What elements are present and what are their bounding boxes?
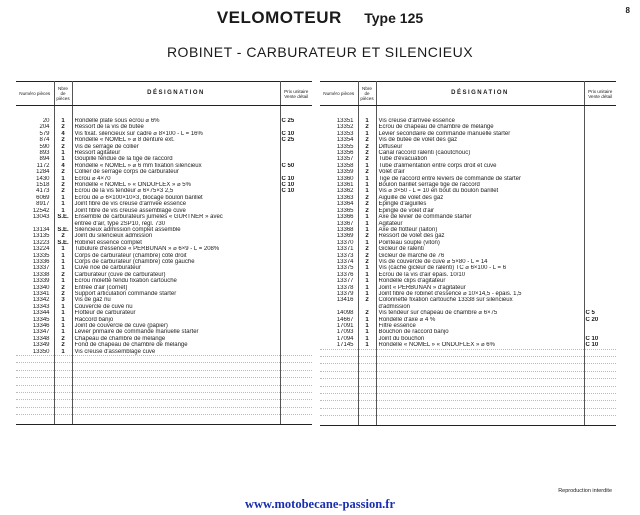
part-designation: Rondelle d'axe ⌀ 4 % [376,317,584,323]
part-designation: Cuve noe de carburateur [72,265,280,271]
part-number: 13336 [16,259,54,265]
part-designation: Ressort de la vis de butée [72,124,280,130]
part-number: 13365 [320,208,358,214]
part-quantity: 2 [54,182,72,188]
part-number: 13223 [16,240,54,246]
part-quantity: 1 [358,131,376,137]
part-quantity: 1 [54,201,72,207]
part-quantity: 2 [54,233,72,239]
part-quantity: 1 [358,291,376,297]
part-number: 1518 [16,182,54,188]
part-quantity: 1 [54,329,72,335]
part-number: 13355 [320,144,358,150]
part-designation: Vis de serrage de collier [72,144,280,150]
table-row [320,342,616,349]
part-number: 579 [16,131,54,137]
part-quantity: 2 [54,342,72,348]
part-number: 13364 [320,201,358,207]
part-number: 13377 [320,278,358,284]
part-number: 13374 [320,259,358,265]
part-quantity: 2 [54,124,72,130]
part-quantity: 2 [358,195,376,201]
part-quantity: 2 [54,144,72,150]
part-quantity: 2 [358,201,376,207]
part-designation: Rondelle « NOMEL » « ONDUFLEX » ⌀ 5% [72,182,280,188]
part-quantity: 1 [358,265,376,271]
part-designation: Rondelle « NOMEL » ⌀ 6 mm fixation silencieux [72,163,280,169]
part-number: 13373 [320,253,358,259]
part-number: 13359 [320,169,358,175]
part-number: 13342 [16,297,54,303]
part-number: 1284 [16,169,54,175]
part-quantity: 2 [358,297,376,303]
part-number: 13347 [16,329,54,335]
part-number: 13343 [16,304,54,310]
part-quantity: 2 [54,169,72,175]
header-designation: DÉSIGNATION [72,82,280,106]
part-quantity: 1 [358,182,376,188]
part-designation: Support articulation commande starter [72,291,280,297]
part-number: 8917 [16,201,54,207]
part-quantity: 1 [358,188,376,194]
part-quantity: 2 [54,336,72,342]
part-designation: Joint de couvercle de cuve (papier) [72,323,280,329]
part-quantity: 2 [358,137,376,143]
part-quantity: 1 [358,317,376,323]
part-designation: Ecrou ⌀ 4×70 [72,176,280,182]
part-quantity: 1 [54,278,72,284]
part-quantity: 1 [358,163,376,169]
part-number: 20 [16,118,54,124]
part-designation: Ressort de volet des gaz [376,233,584,239]
part-number: 14098 [320,310,358,316]
part-quantity: 1 [54,259,72,265]
part-designation: Joint fibre de vis creuse d'arrivée essence [72,201,280,207]
part-designation: Raccord banjo [72,317,280,323]
header-price: Prix unitaire Vente détail [584,82,616,106]
part-quantity: 1 [54,118,72,124]
part-quantity: 1 [358,240,376,246]
part-quantity: 1 [54,304,72,310]
part-quantity: 2 [358,233,376,239]
part-designation: Vis ⌀ 3×50 - L = 10 en bout du boulon barillet [376,188,584,194]
parts-table-left [16,81,312,425]
title-type: Type 125 [364,10,424,26]
parts-body-right [320,106,616,426]
part-designation: Rondelle plate sous écrou ⌀ 6% [72,118,280,124]
part-number: 590 [16,144,54,150]
part-price: C 20 [585,316,599,323]
reproduction-notice: Reproduction interdite [558,488,612,494]
part-number: 13346 [16,323,54,329]
part-designation: Ressort agitateur [72,150,280,156]
part-number: 13043 [16,214,54,220]
part-designation: Chapeau de chambre de mélange [72,336,280,342]
part-designation: Entrée d'air (cornet) [72,285,280,291]
part-number: 13344 [16,310,54,316]
part-designation: Fond de chapeau de chambre de mélange [72,342,280,348]
part-quantity: 1 [54,323,72,329]
part-quantity: 1 [54,195,72,201]
part-designation: Pointeau souple (viton) [376,240,584,246]
part-number: 6069 [16,195,54,201]
part-number: 13361 [320,182,358,188]
part-designation: Joint « PERBUNAN » d'agitateur [376,285,584,291]
part-number: 13366 [320,214,358,220]
part-number: 13339 [16,278,54,284]
part-number: 13335 [16,253,54,259]
part-number: 13360 [320,176,358,182]
part-designation: Levier primaire de commande manuelle starter [72,329,280,335]
part-designation: Joint du silencieux admission [72,233,280,239]
part-quantity: 2 [54,137,72,143]
part-price: C 10 [585,342,599,349]
part-designation: Corps de carburateur (chambre) côté droit [72,253,280,259]
part-quantity: 1 [358,336,376,342]
part-quantity: 2 [358,208,376,214]
table-row [16,349,312,356]
part-number: 13362 [320,188,358,194]
part-quantity: 1 [358,214,376,220]
part-price: C 10 [585,335,599,342]
part-designation: d'admission [376,304,584,310]
part-quantity: 1 [358,221,376,227]
part-quantity: 1 [358,329,376,335]
part-number: 13367 [320,221,358,227]
part-number: 13352 [320,124,358,130]
header-num: Numéro pièces [16,82,54,106]
part-designation: Canal raccord ralenti (caoutchouc) [376,150,584,156]
part-quantity: 2 [54,291,72,297]
part-quantity: 2 [358,156,376,162]
footer-url[interactable]: www.motobecane-passion.fr [245,497,395,511]
part-designation: Axe de levier de commande starter [376,214,584,220]
part-designation: Joint du bouchon [376,336,584,342]
part-designation: Tige de raccord entre leviers de commande de starter [376,176,584,182]
part-number: 13363 [320,195,358,201]
part-designation: Vis de couvercle de cuve ⌀ 5×80 - L = 14 [376,259,584,265]
part-designation: Tubulure d'essence « PERBUNAN » ⌀ 6×9 - L = 208% [72,246,280,252]
part-quantity: 2 [54,285,72,291]
header-designation: DÉSIGNATION [376,82,584,106]
part-designation: Vis (cache gicleur de ralenti) TC ⌀ 6×100 - L = 6 [376,265,584,271]
part-designation: Corps de carburateur (chambre) côté gauche [72,259,280,265]
part-number: 13358 [320,163,358,169]
part-designation: Gicleur de marche de 76 [376,253,584,259]
part-number: 17091 [320,323,358,329]
part-number: 13349 [16,342,54,348]
part-price [280,349,312,356]
part-number: 17093 [320,329,358,335]
part-number: 13375 [320,265,358,271]
part-quantity: 1 [358,278,376,284]
part-number: 204 [16,124,54,130]
part-designation: Vis de butée de volet des gaz [376,137,584,143]
part-price: C 50 [281,162,295,169]
part-quantity: 1 [358,272,376,278]
part-designation: Vis creuse d'assemblage cuve [72,349,280,356]
part-price: C 25 [281,118,295,124]
part-designation: Carburateur (cuve de carburateur) [72,272,280,278]
part-designation: entrée d'air, type 2SP10, régl. 730 [72,221,280,227]
part-quantity: 1 [54,156,72,162]
part-number: 12542 [16,208,54,214]
part-number: 13348 [16,336,54,342]
part-designation: Bouchon de raccord banjo [376,329,584,335]
part-number: 13356 [320,150,358,156]
part-number: 13340 [16,285,54,291]
part-quantity: 1 [54,246,72,252]
page-subtitle: ROBINET - CARBURATEUR ET SILENCIEUX [166,44,474,60]
part-quantity: 2 [358,253,376,259]
part-designation: Vis fixat. silencieux sur cadre ⌀ 8×100 - L = 16% [72,131,280,137]
part-quantity: 2 [358,246,376,252]
part-quantity: 1 [54,265,72,271]
part-quantity: 1 [358,227,376,233]
page-title [0,8,640,28]
part-number: 13337 [16,265,54,271]
parts-body-left [16,106,312,425]
part-designation: Goupille fendue de la tige de raccord [72,156,280,162]
part-price: C 5 [585,310,595,317]
part-designation: Volet d'air [376,169,584,175]
part-quantity: 2 [54,188,72,194]
part-quantity: 2 [358,310,376,316]
part-designation: Vis de gaz nu [72,297,280,303]
part-quantity: 1 [54,310,72,316]
part-number: 13350 [16,349,54,356]
part-quantity: 1 [358,285,376,291]
part-number: 13357 [320,156,358,162]
part-designation: Tube d'évacuation [376,156,584,162]
part-designation: Ecrou de la vis d'air épais. 10/10 [376,272,584,278]
part-quantity: 2 [358,150,376,156]
part-designation: Rondelle « NOMEL » ⌀ 8 denture ext. [72,137,280,143]
part-quantity: 3 [54,297,72,303]
part-quantity: 1 [54,150,72,156]
part-number: 1172 [16,163,54,169]
part-designation: Rondelle clips d'agitateur [376,278,584,284]
part-quantity: 4 [54,131,72,137]
part-designation: Ecrou de chapeau de chambre de mélange [376,124,584,130]
part-designation: Axe de flotteur (laiton) [376,227,584,233]
part-quantity: 1 [358,176,376,182]
part-quantity: 2 [358,124,376,130]
part-price: C 10 [281,130,295,137]
part-quantity: 1 [54,208,72,214]
part-designation: Ecrou moletté fendu fixation cartouche [72,278,280,284]
part-price: C 10 [281,175,295,182]
part-quantity: 1 [54,349,72,356]
part-number: 13224 [16,246,54,252]
part-quantity: 2 [358,144,376,150]
part-number: 13351 [320,118,358,124]
part-designation: Epingle d'aiguilles [376,201,584,207]
part-number: 13379 [320,291,358,297]
part-designation: Filtre essence [376,323,584,329]
part-quantity: 1 [358,342,376,349]
part-number: 874 [16,137,54,143]
page-number: 8 [625,6,630,15]
part-designation: Boulon barillet serrage tige de raccord [376,182,584,188]
part-quantity: S.E. [54,227,72,233]
part-quantity: 4 [54,163,72,169]
part-designation: Colonnette fixation cartouche 13338 sur silencieux [376,297,584,303]
parts-table-right [320,81,616,426]
part-designation: Levier secondaire de commande manuelle starter [376,131,584,137]
part-number: 14667 [320,317,358,323]
part-designation: Robinet essence complet [72,240,280,246]
part-quantity: S.E. [54,240,72,246]
part-price: C 25 [281,137,295,144]
part-number: 13134 [16,227,54,233]
part-number: 13369 [320,233,358,239]
part-number: 13376 [320,272,358,278]
part-designation: Ecrou de ⌀ 6×100×10×3, blocage boulon barillet [72,195,280,201]
part-number: 894 [16,156,54,162]
part-number: 893 [16,150,54,156]
part-designation: Couvercle de cuve nu [72,304,280,310]
part-designation: Gicleur de ralenti [376,246,584,252]
part-designation: Vis tendeur sur chapeau de chambre ⌀ 6×75 [376,310,584,316]
part-designation: Ensemble de carburateurs jumelés « GURTNER » avec [72,214,280,220]
header-qty: Nbre de pièces [358,82,376,106]
header-price: Prix unitaire Vente détail [280,82,312,106]
part-number: 17145 [320,342,358,349]
part-number: 13378 [320,285,358,291]
part-number: 13353 [320,131,358,137]
part-number: 17094 [320,336,358,342]
part-quantity: 2 [358,169,376,175]
part-number: 13368 [320,227,358,233]
part-number: 13135 [16,233,54,239]
part-number: 13341 [16,291,54,297]
part-quantity: 2 [358,259,376,265]
header-num: Numéro pièces [320,82,358,106]
part-quantity: S.E. [54,214,72,220]
part-number: 13338 [16,272,54,278]
part-number: 13416 [320,297,358,303]
part-quantity: 2 [54,272,72,278]
part-designation: Agitateur [376,221,584,227]
part-designation: Flotteur de carburateur [72,310,280,316]
part-designation: Vis creuse d'arrivée essence [376,118,584,124]
header-qty: Nbre de pièces [54,82,72,106]
part-quantity: 1 [358,118,376,124]
part-quantity: 1 [54,253,72,259]
part-number: 13354 [320,137,358,143]
part-designation: Diffuseur [376,144,584,150]
part-designation: Epingle de volet d'air [376,208,584,214]
part-quantity: 1 [358,323,376,329]
part-designation: Joint fibre de vis creuse assemblage cuve [72,208,280,214]
part-quantity: 1 [54,317,72,323]
part-price: C 10 [281,182,295,189]
part-number: 13371 [320,246,358,252]
part-designation: Ecrou de la vis tendeur ⌀ 6×75×3 2,5 [72,188,280,194]
title-main: VELOMOTEUR [216,8,342,27]
part-number: 13345 [16,317,54,323]
part-quantity: 1 [54,176,72,182]
part-designation: Aiguille de volet des gaz [376,195,584,201]
part-number: 1430 [16,176,54,182]
part-designation: Tube d'alimentation entre corps droit et cuve [376,163,584,169]
part-designation: Silencieux admission complet assemblé [72,227,280,233]
part-designation: Collier de serrage corps de carburateur [72,169,280,175]
part-designation: Joint fibre de robinet d'essence ⌀ 10×14,5 - épais. 1,5 [376,291,584,297]
part-number: 13370 [320,240,358,246]
part-number: 4173 [16,188,54,194]
part-designation: Rondelle « NOMEL » « ONDUFLEX » ⌀ 6% [376,342,584,349]
part-price: C 10 [281,188,295,195]
